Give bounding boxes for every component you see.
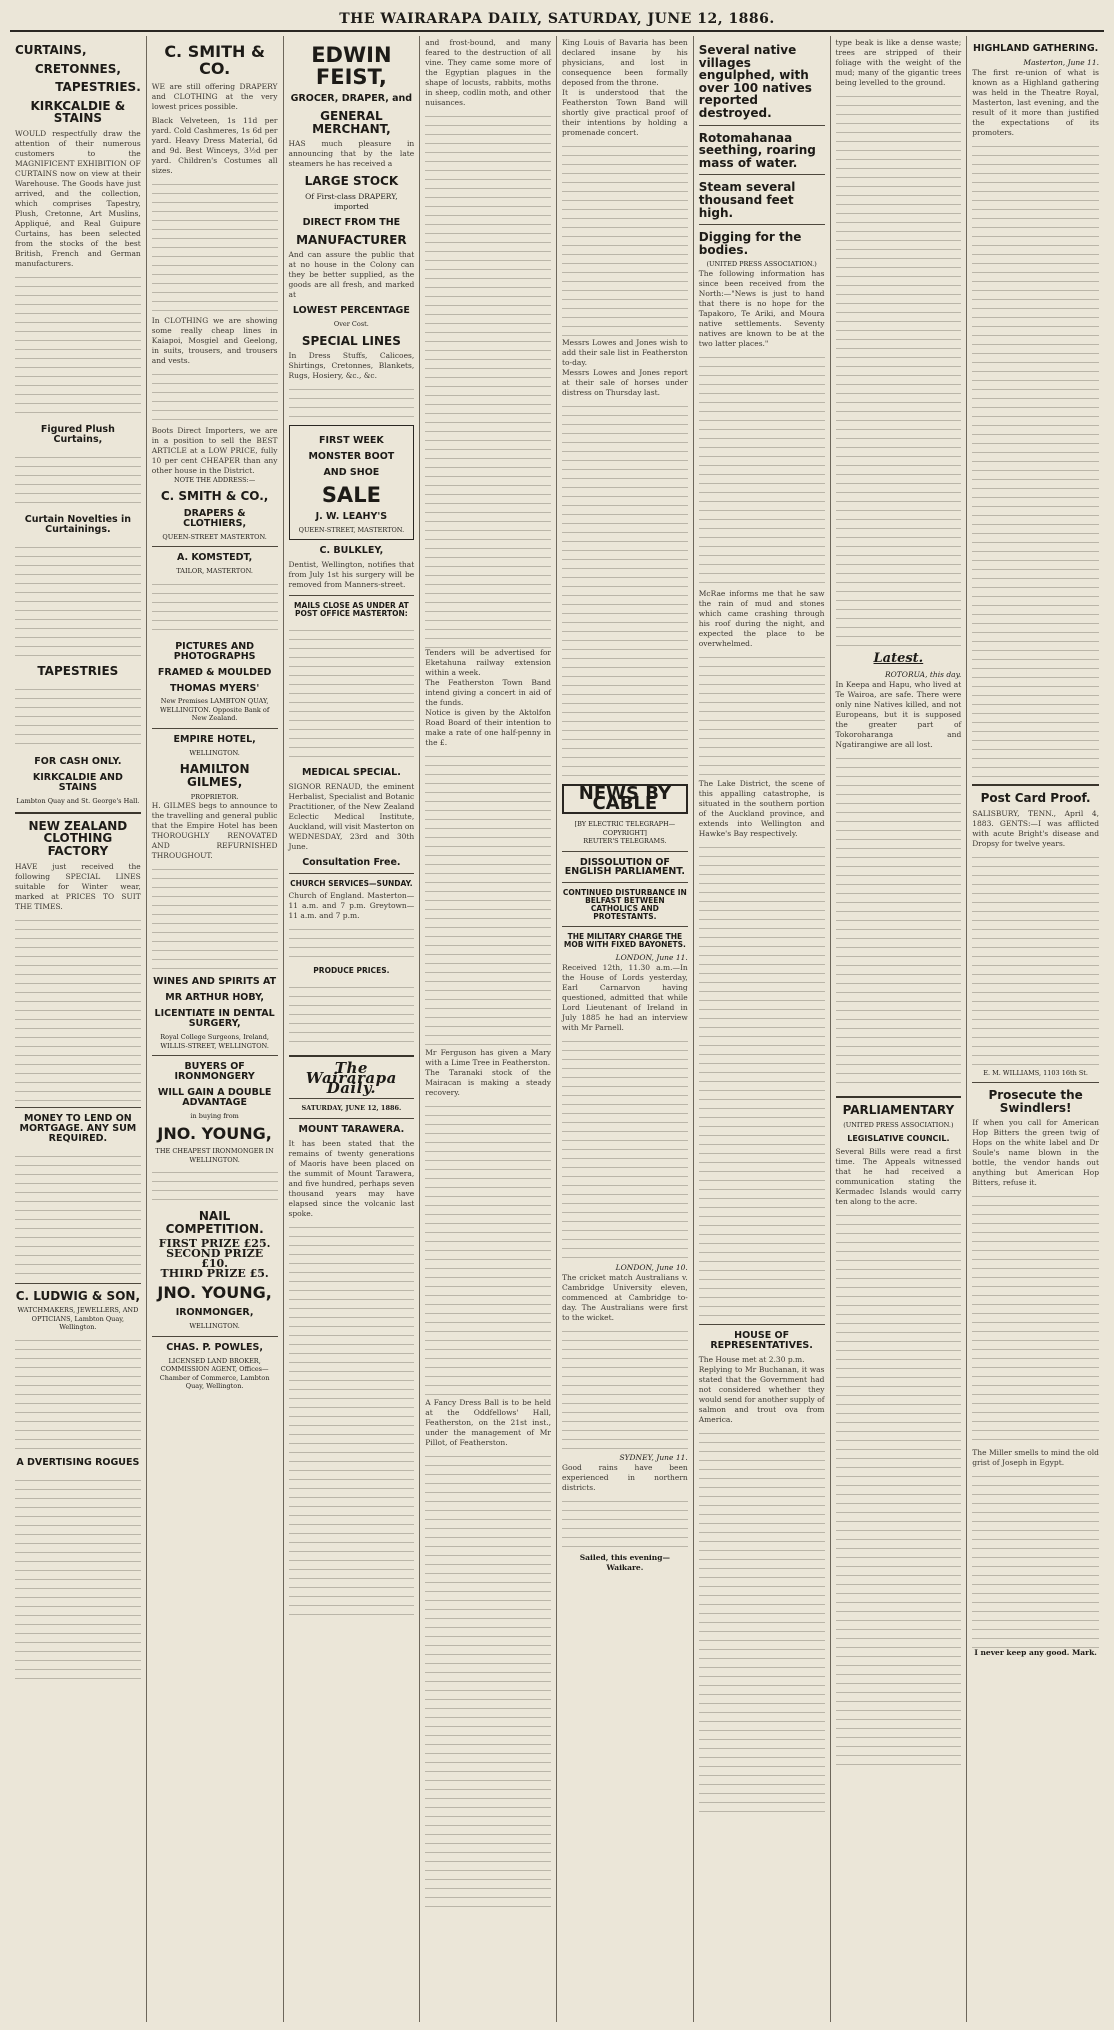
disaster-text-1: The following information has since been received from the North:—"News is just to hand that there is no hope for the Tapakoro, Te Ariki, and Moura native settlements. Seventy natives are known to be at the two latter places." (698, 268, 825, 348)
parliamentary-heading: PARLIAMENTARY (842, 1103, 955, 1117)
legislative-council-heading: LEGISLATIVE COUNCIL. (847, 1134, 950, 1144)
column-5 (557, 36, 694, 2022)
bulkley-text: Dentist, Wellington, notifies that from July 1st his surgery will be removed from Manners-street. (288, 559, 415, 589)
monster-boot-heading: MONSTER BOOT (308, 451, 395, 463)
special-lines-text: In Dress Stuffs, Calicoes, Shirtings, Cretonnes, Blankets, Rugs, Hosiery, &c., &c. (288, 351, 415, 381)
news-text-5: Mr Ferguson has given a Mary with a Lime Tree in Featherston. (425, 1048, 551, 1067)
feist-drapery: Of First-class DRAPERY, imported (305, 191, 398, 211)
wines-heading: WINES AND SPIRITS AT (153, 976, 277, 988)
highland-block (972, 138, 1099, 778)
hoby-heading: MR ARTHUR HOBY, (165, 992, 264, 1004)
consultation-heading: Consultation Free. (302, 856, 401, 868)
upa-sub: (UNITED PRESS ASSOCIATION.) (706, 260, 817, 269)
cable-block-1 (562, 1033, 688, 1263)
novelties-heading: Curtain Novelties in Curtainings. (24, 513, 132, 535)
swindlers-block (972, 1188, 1099, 1448)
latest-heading: Latest. (873, 651, 924, 666)
ironmongery-heading: BUYERS OF IRONMONGERY (174, 1061, 255, 1082)
sale-heading: SALE (321, 483, 381, 508)
dissolution-heading: DISSOLUTION OF ENGLISH PARLIAMENT. (564, 856, 685, 878)
empire-hotel-heading: EMPIRE HOTEL, (173, 733, 256, 745)
novelties-text-block (15, 539, 141, 659)
divider (289, 873, 415, 874)
smith-list-block (152, 176, 278, 316)
produce-heading: PRODUCE PRICES. (313, 966, 390, 976)
produce-block (289, 979, 415, 1049)
tarawera-text: It has been stated that the remains of twenty generations of Maoris have been placed on the summit of Mount Tarawera, and five hundred, perhaps seven thousand years may have elapsed since the volcanic last spoke. (288, 1138, 415, 1218)
dateline-london: LONDON, June 11. (615, 952, 688, 962)
advertising-text-block (15, 1472, 141, 1682)
pictures-heading: PICTURES AND PHOTOGRAPHS (173, 640, 256, 662)
divider (152, 728, 278, 729)
news-item-3: Messrs Lowes and Jones wish to add their sale list in Featherston to-day. (562, 338, 688, 367)
columns (10, 36, 1104, 2022)
villages-heading: Several native villages engulphed, with over 100 natives reported destroyed. (698, 43, 812, 120)
news-block-2 (425, 748, 551, 1048)
special-lines-heading: SPECIAL LINES (301, 333, 401, 348)
komstedt-block (152, 576, 278, 636)
over-cost: Over Cost. (333, 320, 369, 329)
highland-text: The first re-union of what is known as a Highland gathering was held in the Theatre Royal, Masterton, last evening, and the result of it more than justified the expectations of its promoters. (972, 67, 1099, 137)
disaster-text-3: The Lake District, the scene of this appalling catastrophe, is situated in the southern portion of the Auckland province, and extends into Wellington and Hawke's Bay respectively. (698, 778, 825, 838)
cable-block-2 (562, 1323, 688, 1453)
latest-block (836, 750, 962, 1090)
medical-heading: MEDICAL SPECIAL. (301, 766, 401, 778)
buying-from: in buying from (190, 1111, 239, 1120)
advertising-rogues-heading: A DVERTISING ROGUES (16, 1456, 140, 1468)
house-block (699, 1425, 825, 1815)
smith-address: QUEEN-STREET MASTERTON. (162, 532, 267, 541)
kirkcaldie-heading: KIRKCALDIE & STAINS (30, 98, 126, 126)
divider (972, 1082, 1099, 1083)
column-6 (694, 36, 831, 2022)
clothing-factory-heading: NEW ZEALAND CLOTHING FACTORY (28, 818, 128, 859)
dateline-london-2: LONDON, June 10. (615, 1262, 688, 1272)
post-card-block (972, 849, 1099, 1069)
first-week-heading: FIRST WEEK (318, 435, 384, 447)
post-card-signature: E. M. WILLIAMS, 1103 16th St. (983, 1068, 1088, 1077)
council-text: Several Bills were read a first time. The Appeals witnessed that he had received a communication stating the Kermadec Islands would carry ten along to the acre. (835, 1147, 962, 1207)
large-stock-heading: LARGE STOCK (304, 174, 399, 189)
disaster-block-3 (699, 839, 825, 1319)
cretonnes-heading: CRETONNES, (34, 61, 121, 76)
cable-sub-2: REUTER'S TELEGRAMS. (583, 837, 667, 845)
komstedt-heading: A. KOMSTEDT, (176, 552, 253, 564)
ironmonger-heading: IRONMONGER, (175, 1307, 254, 1319)
smith-note: NOTE THE ADDRESS:— (174, 475, 256, 484)
column-1 (10, 36, 147, 2022)
column-8 (967, 36, 1104, 2022)
swindlers-heading: Prosecute the Swindlers! (988, 1088, 1083, 1115)
and-shoe-heading: AND SHOE (323, 467, 380, 479)
tapestries-heading: TAPESTRIES. (55, 80, 141, 95)
smith-heading-2: C. SMITH & CO., (160, 489, 269, 504)
feist-intro: HAS much pleasure in announcing that by the late steamers he has received a (288, 139, 415, 169)
boot-sale-ad (289, 425, 415, 539)
column-3 (284, 36, 421, 2022)
news-block-4 (425, 1448, 551, 1908)
masthead-title: THE WAIRARAPA DAILY, SATURDAY, JUNE 12, 1886. (339, 11, 775, 27)
dateline-masterton: Masterton, June 11. (1023, 57, 1099, 67)
smith-clothing-block (152, 366, 278, 426)
mails-heading: MAILS CLOSE AS UNDER AT POST OFFICE MASTERTON: (294, 600, 409, 618)
rotomahana-heading: Rotomahanaa seething, roaring mass of water. (698, 130, 816, 170)
dateline-sydney: SYDNEY, June 11. (619, 1452, 688, 1462)
sailed-line: Sailed, this evening—Waikare. (579, 1552, 670, 1572)
divider (289, 1098, 415, 1099)
house-of-reps-heading: HOUSE OF REPRESENTATIVES. (710, 1329, 813, 1351)
young-heading-2: JNO. YOUNG, (157, 1283, 272, 1303)
military-heading: THE MILITARY CHARGE THE MOB WITH FIXED BAYONETS. (563, 931, 686, 949)
dental-heading: LICENTIATE IN DENTAL SURGERY, (154, 1008, 275, 1030)
direct-heading: DIRECT FROM THE (302, 216, 401, 228)
kirkcaldie-footer: KIRKCALDIE AND STAINS (32, 772, 123, 794)
divider (972, 784, 1099, 786)
house-text-2: Replying to Mr Buchanan, it was stated that the Government had not considered whether they would send for another supply of salmon and trout ova from America. (698, 1364, 825, 1424)
column-4 (420, 36, 557, 2022)
divider (152, 1336, 278, 1337)
news-text-6: The Taranaki stock of the Mairacan is making a steady recovery. (425, 1068, 551, 1097)
upa-sub-2: (UNITED PRESS ASSOCIATION.) (843, 1120, 954, 1129)
bulkley-heading: C. BULKLEY, (319, 544, 384, 556)
news-text-3: The Featherston Town Band intend giving a concert in aid of the funds. (425, 678, 551, 707)
manufacturer-heading: MANUFACTURER (296, 232, 407, 247)
digging-heading: Digging for the bodies. (698, 230, 802, 257)
smith-heading: C. SMITH & CO. (164, 42, 265, 78)
komstedt-sub: TAILOR, MASTERTON. (176, 567, 253, 576)
column-2 (147, 36, 284, 2022)
dateline-rotorua: ROTORUA, this day. (885, 670, 962, 679)
curtains-heading: CURTAINS, (15, 43, 87, 57)
ludwig-text-block (15, 1332, 141, 1452)
council-block (836, 1207, 962, 1767)
plush-heading: Figured Plush Curtains, (40, 423, 115, 445)
kirkcaldie-text: WOULD respectfully draw the attention of their numerous customers to the MAGNIFICENT EXHIBITION OF CURTAINS now on view at their Warehouse. The Goods have just arrived, and the collection, which comprises Tapestry, Plush, Cretonne, Art Muslins, Appliqué, and Real Guipure Curtains, has been selected from the stocks of the best British, French and German manufacturers. (15, 128, 141, 268)
news-by-cable-heading: NEWS BY CABLE (562, 784, 688, 814)
gilmes-heading: HAMILTON GILMES, (179, 762, 250, 790)
smith-intro: WE are still offering DRAPERY and CLOTHING at the very lowest prices possible. (151, 81, 278, 111)
column-7 (831, 36, 968, 2022)
highland-heading: HIGHLAND GATHERING. (972, 43, 1099, 54)
mortgage-heading: MONEY TO LEND ON MORTGAGE. ANY SUM REQUIRED. (19, 1112, 137, 1144)
cable-text-3: Good rains have been experienced in northern districts. (562, 1462, 688, 1492)
smith-clothing: In CLOTHING we are showing some really cheap lines in Kaiapoi, Mosgiel and Geelong, in suits, trousers, and trousers and vests. (151, 315, 278, 365)
powles-text: LICENSED LAND BROKER, COMMISSION AGENT, Offices—Chamber of Commerce, Lambton Quay, Wellington. (159, 1356, 270, 1391)
tapestries-text-block (15, 681, 141, 751)
miller-block (972, 1468, 1099, 1648)
belfast-heading: CONTINUED DISTURBANCE IN BELFAST BETWEEN CATHOLICS AND PROTESTANTS. (562, 888, 687, 922)
news-text-4: Notice is given by the Aktolfon Road Board of their intention to make a rate of one half-penny in the £. (425, 708, 551, 747)
news-item-2: It is understood that the Featherston Town Band will shortly give practical proof of their intentions by holding a promenade concert. (562, 88, 688, 137)
double-advantage-heading: WILL GAIN A DOUBLE ADVANTAGE (157, 1086, 272, 1108)
tapestries-heading-2: TAPESTRIES (37, 663, 119, 678)
myers-text: New Premises LAMBTON QUAY, WELLINGTON. Opposite Bank of New Zealand. (160, 697, 270, 723)
mortgage-text-block (15, 1148, 141, 1278)
tarawera-block (289, 1219, 415, 1619)
disaster-cont-block (836, 88, 962, 648)
divider (562, 851, 688, 852)
editorial-date: SATURDAY, JUNE 12, 1886. (301, 1104, 402, 1113)
leahy-address: QUEEN-STREET, MASTERTON. (298, 526, 405, 535)
cable-text-2: The cricket match Australians v. Cambridge University eleven, commenced at Cambridge to-day. The Australians were first to the wicket. (562, 1272, 688, 1322)
divider (289, 1118, 415, 1119)
news-block-3 (425, 1098, 551, 1398)
grocer-heading: GROCER, DRAPER, and (290, 93, 413, 105)
second-prize: SECOND PRIZE £10. (166, 1247, 264, 1271)
young-sub: THE CHEAPEST IRONMONGER IN WELLINGTON. (155, 1147, 274, 1164)
masthead-wairarapa-daily: The Wairarapa Daily. (305, 1059, 397, 1098)
powles-heading: CHAS. P. POWLES, (166, 1341, 263, 1353)
leahy-heading: J. W. LEAHY'S (315, 511, 388, 523)
young-block (152, 1164, 278, 1204)
cash-only-heading: FOR CASH ONLY. (34, 756, 122, 768)
gilmes-block (152, 861, 278, 971)
ludwig-heading: C. LUDWIG & SON, (15, 1288, 141, 1303)
first-prize: FIRST PRIZE £25. (158, 1237, 271, 1251)
empire-hotel-sub: WELLINGTON. (189, 748, 240, 757)
smith-boots: Boots Direct Importers, we are in a position to sell the BEST ARTICLE at a LOW PRICE, fully 10 per cent CHEAPER than any other house in the District. (151, 425, 278, 475)
hoby-text: Royal College Surgeons, Ireland, WILLIS-STREET, WELLINGTON. (160, 1033, 269, 1050)
news-item-4: Messrs Lowes and Jones report at their sale of horses under distress on Thursday last. (562, 368, 688, 397)
divider (15, 1283, 141, 1284)
house-text-1: The House met at 2.30 p.m. (698, 1354, 805, 1364)
divider (562, 882, 688, 883)
masthead (10, 8, 1104, 32)
drapers-heading: DRAPERS & CLOTHIERS, (183, 507, 247, 529)
divider (152, 546, 278, 547)
disaster-block-2 (699, 649, 825, 779)
divider (699, 125, 825, 126)
disaster-text-2: McRae informs me that he saw the rain of mud and stones which came crashing through his roof during the night, and expected the place to be overwhelmed. (698, 588, 825, 648)
clothing-factory-text: HAVE just received the following SPECIAL LINES suitable for Winter wear, marked at PRICES TO SUIT THE TIMES. (15, 861, 141, 911)
divider (289, 595, 415, 596)
gilmes-text: H. GILMES begs to announce to the travelling and general public that the Empire Hotel has been THOROUGHLY RENOVATED AND REFURNISHED THROUGHOUT. (151, 801, 278, 861)
nail-competition-heading: NAIL COMPETITION. (165, 1209, 264, 1236)
third-prize: THIRD PRIZE £5. (160, 1267, 269, 1281)
tarawera-heading: MOUNT TARAWERA. (298, 1123, 405, 1135)
smith-list: Black Velveteen, 1s 11d per yard. Cold Cashmeres, 1s 6d per yard. Heavy Dress Material, 6d and 9d. Best Winceys, 3½d per yard. Children's Costumes all sizes. (151, 115, 278, 175)
news-block-1 (425, 108, 551, 648)
divider (15, 812, 141, 814)
divider (15, 1107, 141, 1108)
feist-text: And can assure the public that at no house in the Colony can they be better supplied, as the goods are all fresh, and marked at (288, 250, 415, 300)
kirkcaldie-address: Lambton Quay and St. George's Hall. (16, 797, 140, 806)
divider (699, 174, 825, 175)
post-card-text: SALISBURY, TENN., April 4, 1883. GENTS:—I was afflicted with acute Bright's disease and Dropsy for twelve years. (972, 808, 1099, 848)
myers-heading: THOMAS MYERS' (169, 682, 260, 694)
miller-text: The Miller smells to mind the old grist of Joseph in Egypt. (972, 1448, 1099, 1468)
disaster-block-1 (699, 349, 825, 589)
lowest-percentage-heading: LOWEST PERCENTAGE (292, 305, 410, 317)
cable-sub-1: [BY ELECTRIC TELEGRAPH—COPYRIGHT] (574, 820, 676, 837)
news-block-6 (562, 398, 688, 778)
news-text-1: and frost-bound, and many feared to the destruction of all vine. They came some more of the Egyptian plagues in the shape of locusts, rabbits, moths in sheep, codlin moth, and other nuisances. (425, 38, 551, 107)
post-card-heading: Post Card Proof. (980, 790, 1091, 805)
swindlers-text: If when you call for American Hop Bitters the green twig of Hops on the white label and Dr Soule's name blown in the bottle, the vendor hands out anything but American Hop Bitters, refuse it. (972, 1118, 1099, 1188)
divider (562, 926, 688, 927)
cable-text-1: Received 12th, 11.30 a.m.—In the House of Lords yesterday, Earl Carnarvon having questioned, admitted that while Lord Lieutenant of Ireland in July 1885 he had an interview with Mr Parnell. (562, 962, 688, 1032)
church-block (289, 921, 415, 961)
ludwig-text: WATCHMAKERS, JEWELLERS, AND OPTICIANS, Lambton Quay, Wellington. (17, 1306, 139, 1332)
renaud-text: SIGNOR RENAUD, the eminent Herbalist, Specialist and Botanic Practitioner, of the New Zealand Eclectic Medical Institute, Auckland, will visit Masterton on WEDNESDAY, 23rd and 30th June. (288, 781, 415, 851)
clothing-list-block (15, 912, 141, 1102)
wellington-sub: WELLINGTON. (189, 1322, 240, 1331)
divider (699, 224, 825, 225)
divider (289, 1055, 415, 1057)
closing-line: I never keep any good. Mark. (974, 1648, 1097, 1658)
framed-heading: FRAMED & MOULDED (157, 666, 272, 678)
mails-block (289, 622, 415, 762)
price-list-block (15, 269, 141, 419)
divider (152, 1055, 278, 1056)
news-text-2: Tenders will be advertised for Eketahuna railway extension within a week. (425, 648, 551, 677)
feist-heading: EDWIN FEIST, (311, 43, 392, 90)
special-lines-block (289, 381, 415, 421)
news-item-1: King Louis of Bavaria has been declared insane by his physicians, and lost in consequence been formally deposed from the throne. (562, 38, 688, 87)
news-block-5 (562, 138, 688, 338)
divider (836, 1096, 962, 1098)
disaster-cont-text: type beak is like a dense waste; trees are stripped of their foliage with the weight of the mud; many of the gigantic trees being levelled to the ground. (835, 38, 962, 87)
divider (699, 1324, 825, 1325)
church-text: Church of England. Masterton—11 a.m. and 7 p.m. Greytown—11 a.m. and 7 p.m. (288, 891, 415, 921)
steam-heading: Steam several thousand feet high. (698, 180, 796, 220)
news-text-7: A Fancy Dress Ball is to be held at the Oddfellows' Hall, Featherston, on the 21st inst., under the management of Mr Pillot, of Featherston. (425, 1398, 551, 1447)
young-heading: JNO. YOUNG, (157, 1124, 272, 1144)
church-heading: CHURCH SERVICES—SUNDAY. (290, 878, 413, 888)
latest-text: In Keepa and Hapu, who lived at Te Wairoa, are safe. There were only nine Natives killed, and not Europeans, but it is supposed the greater part of Tokoroharanga and Ngatirangiwe are all lost. (835, 680, 962, 749)
cable-block-3 (562, 1493, 688, 1553)
plush-text-block (15, 449, 141, 509)
gilmes-sub: PROPRIETOR. (190, 792, 239, 801)
general-merchant-heading: GENERAL MERCHANT, (312, 109, 391, 136)
